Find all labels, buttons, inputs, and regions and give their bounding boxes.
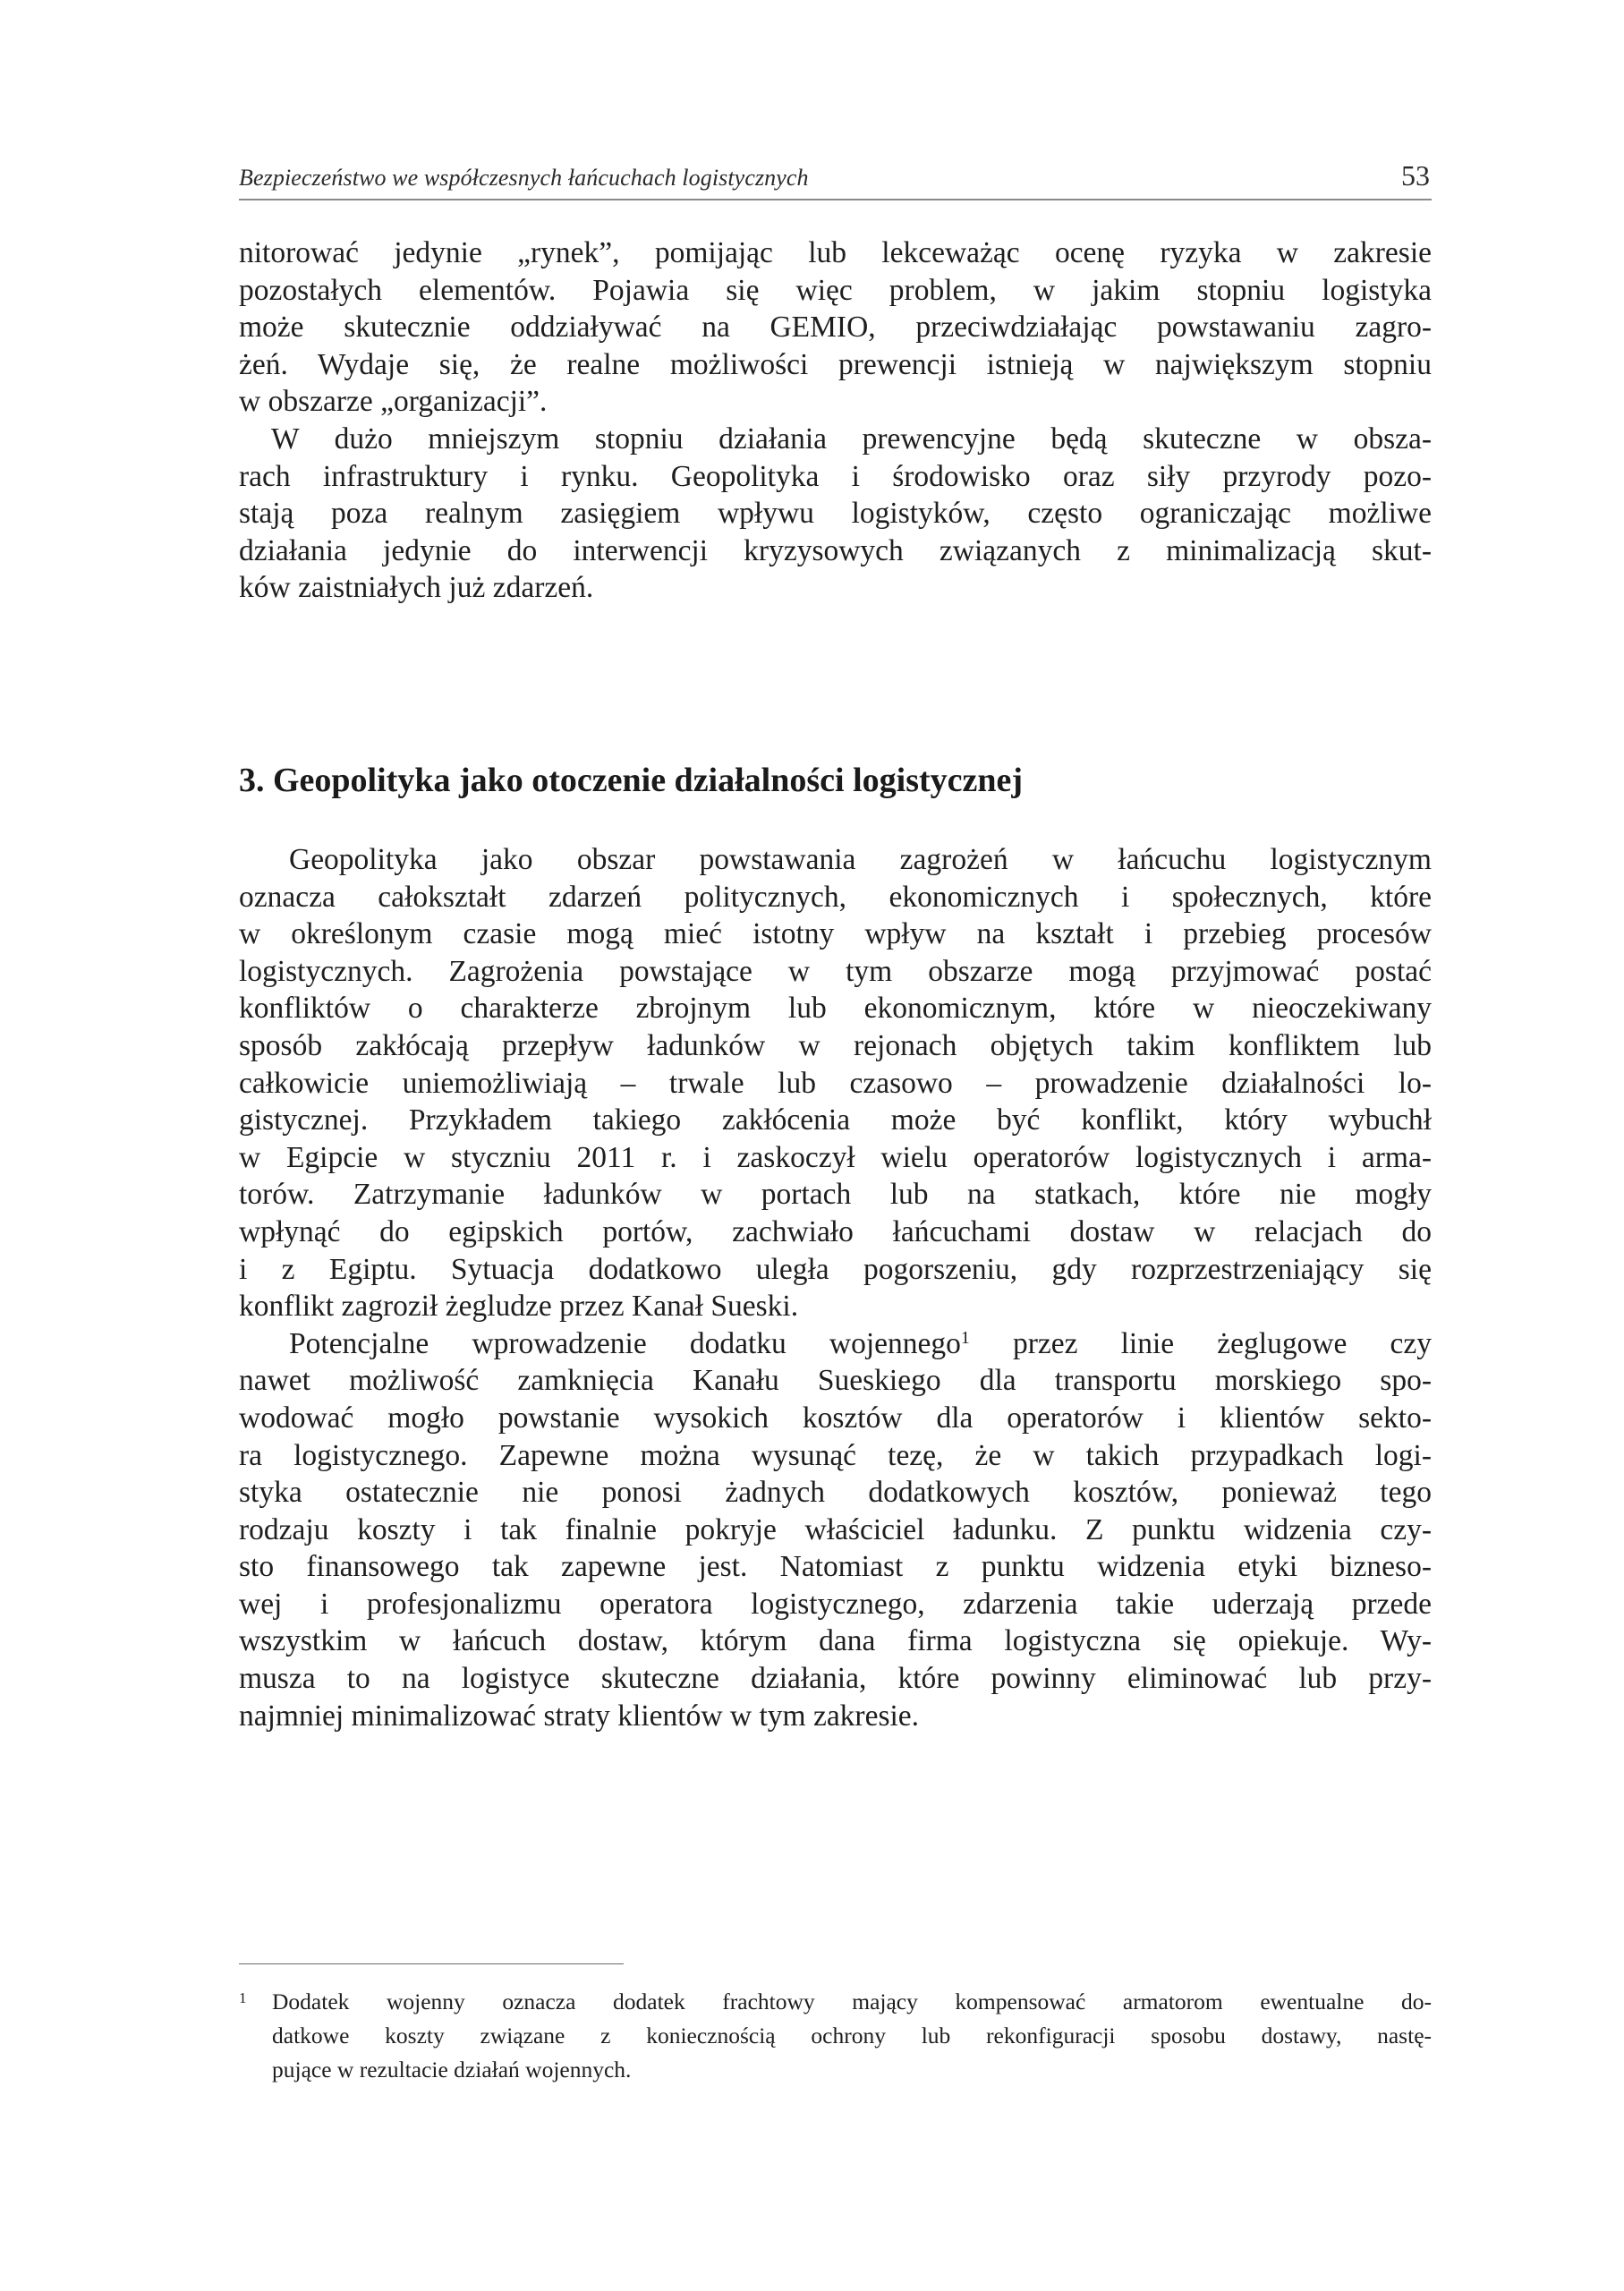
footnote-reference[interactable]: 1 xyxy=(960,1327,970,1348)
text-line: wej i profesjonalizmu operatora logistycznego, zdarzenia takie uderzają przede xyxy=(239,1587,1432,1621)
text-line: styka ostatecznie nie ponosi żadnych dodatkowych kosztów, ponieważ tego xyxy=(239,1476,1432,1510)
footnote-line: datkowe koszty związane z koniecznością ochrony lub rekonfiguracji sposobu dostawy, nastę- xyxy=(272,2023,1432,2048)
text-line: działania jedynie do interwencji kryzysowych związanych z minimalizacją skut- xyxy=(239,533,1432,567)
section-heading: 3. Geopolityka jako otoczenie działalności logistycznej xyxy=(239,762,1024,799)
text-line: sposób zakłócają przepływ ładunków w rejonach objętych takim konfliktem lub xyxy=(239,1028,1432,1062)
paragraph-continued xyxy=(239,234,1432,421)
text-line: konfliktów o charakterze zbrojnym lub ekonomicznym, które w nieoczekiwany xyxy=(239,992,1432,1026)
paragraph xyxy=(239,421,1432,607)
footnote-text xyxy=(272,1985,1432,2087)
text-line: może skutecznie oddziaływać na GEMIO, przeciwdziałając powstawaniu zagro- xyxy=(239,311,1432,345)
text-line: w obszarze „organizacji”. xyxy=(239,385,548,419)
text-line: sto finansowego tak zapewne jest. Natomiast z punktu widzenia etyki bizneso- xyxy=(239,1550,1432,1584)
text-line: i z Egiptu. Sytuacja dodatkowo uległa pogorszeniu, gdy rozprzestrzeniający się xyxy=(239,1252,1432,1286)
intro-text-block xyxy=(239,234,1432,607)
paragraph xyxy=(239,841,1432,1325)
text-run: przez linie żeglugowe czy xyxy=(969,1326,1432,1360)
text-line: W dużo mniejszym stopniu działania prewencyjne będą skuteczne w obsza- xyxy=(271,422,1432,456)
paragraph xyxy=(239,1325,1432,1735)
text-line: rodzaju koszty i tak finalnie pokryje właściciel ładunku. Z punktu widzenia czy- xyxy=(239,1512,1432,1546)
text-line: ków zaistniałych już zdarzeń. xyxy=(239,571,594,605)
text-line: logistycznych. Zagrożenia powstające w tym obszarze mogą przyjmować postać xyxy=(239,954,1432,988)
text-line: oznacza całokształt zdarzeń politycznych, ekonomicznych i społecznych, które xyxy=(239,880,1432,914)
text-line: żeń. Wydaje się, że realne możliwości prewencji istnieją w największym stopniu xyxy=(239,347,1432,381)
text-line: Geopolityka jako obszar powstawania zagrożeń w łańcuchu logistycznym xyxy=(289,843,1432,876)
text-line: ra logistycznego. Zapewne można wysunąć tezę, że w takich przypadkach logi- xyxy=(239,1438,1432,1472)
text-line: wpłynąć do egipskich portów, zachwiało łańcuchami dostaw w relacjach do xyxy=(239,1214,1432,1248)
text-line: najmniej minimalizować straty klientów w tym zakresie. xyxy=(239,1699,920,1733)
text-line: nitorować jedynie „rynek”, pomijając lub lekceważąc ocenę ryzyka w zakresie xyxy=(239,236,1432,269)
text-line xyxy=(239,1325,1432,1363)
section-text-block xyxy=(239,841,1432,1734)
text-line: konflikt zagroził żegludze przez Kanał Sueski. xyxy=(239,1290,799,1324)
text-line: musza to na logistyce skuteczne działania, które powinny eliminować lub przy- xyxy=(239,1662,1432,1696)
footnote-divider xyxy=(239,1963,624,1964)
text-line: gistycznej. Przykładem takiego zakłócenia może być konflikt, który wybuchł xyxy=(239,1103,1432,1137)
footnote-number: 1 xyxy=(239,1989,247,2006)
text-line: wszystkim w łańcuch dostaw, którym dana firma logistyczna się opiekuje. Wy- xyxy=(239,1624,1432,1658)
text-line: torów. Zatrzymanie ładunków w portach lub na statkach, które nie mogły xyxy=(239,1178,1432,1212)
text-line: rach infrastruktury i rynku. Geopolityka i środowisko oraz siły przyrody pozo- xyxy=(239,459,1432,493)
text-line: wodować mogło powstanie wysokich kosztów dla operatorów i klientów sekto- xyxy=(239,1401,1432,1435)
footnote-line: pujące w rezultacie działań wojennych. xyxy=(272,2057,632,2082)
running-header xyxy=(239,159,1432,200)
footnote-line: Dodatek wojenny oznacza dodatek frachtowy mający kompensować armatorom ewentualne do- xyxy=(272,1989,1432,2014)
text-line: w określonym czasie mogą mieć istotny wpływ na kształt i przebieg procesów xyxy=(239,917,1432,951)
footnote xyxy=(239,1985,1432,2087)
running-title: Bezpieczeństwo we współczesnych łańcuchach logistycznych xyxy=(239,165,809,191)
text-line: pozostałych elementów. Pojawia się więc problem, w jakim stopniu logistyka xyxy=(239,273,1432,307)
text-line: stają poza realnym zasięgiem wpływu logistyków, często ograniczając możliwe xyxy=(239,497,1432,531)
text-run: Potencjalne wprowadzenie dodatku wojennego xyxy=(289,1326,961,1360)
text-line: w Egipcie w styczniu 2011 r. i zaskoczył wielu operatorów logistycznych i arma- xyxy=(239,1140,1432,1174)
text-line: całkowicie uniemożliwiają – trwale lub czasowo – prowadzenie działalności lo- xyxy=(239,1066,1432,1100)
text-line: nawet możliwość zamknięcia Kanału Sueskiego dla transportu morskiego spo- xyxy=(239,1364,1432,1398)
page-number: 53 xyxy=(1401,159,1430,192)
